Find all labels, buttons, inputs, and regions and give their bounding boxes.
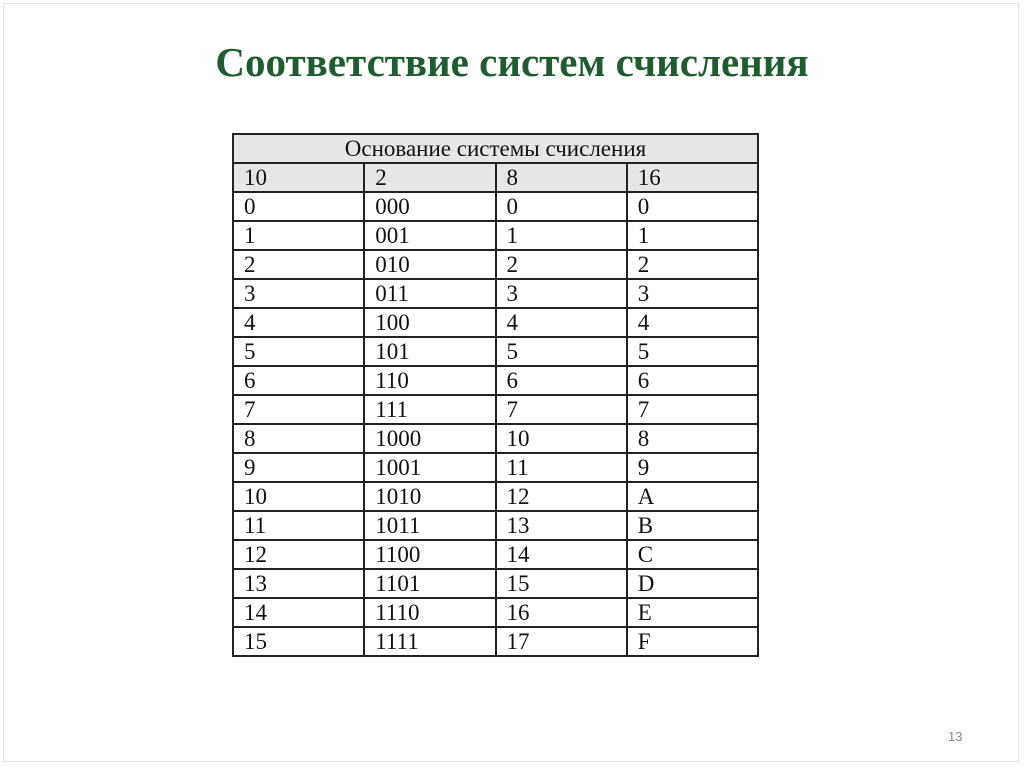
page-number: 13 (948, 729, 963, 744)
table-cell: 0 (496, 192, 627, 221)
table-cell: 5 (233, 337, 364, 366)
table-cell: 2 (496, 250, 627, 279)
table-cell: 1 (233, 221, 364, 250)
table-cell: 011 (364, 279, 495, 308)
table-cell: 1011 (364, 511, 495, 540)
header-cell: 2 (364, 163, 495, 192)
table-cell: E (627, 598, 758, 627)
table-cell: 4 (496, 308, 627, 337)
table-cell: 11 (233, 511, 364, 540)
table-row (233, 482, 758, 511)
table-cell: 7 (627, 395, 758, 424)
table-cell: 1000 (364, 424, 495, 453)
number-systems-table (232, 133, 759, 657)
slide-title: Соответствие систем счисления (215, 39, 809, 85)
table-cell: 1110 (364, 598, 495, 627)
table-cell: 4 (627, 308, 758, 337)
table-cell: 2 (627, 250, 758, 279)
table-row (233, 250, 758, 279)
table-cell: 5 (627, 337, 758, 366)
table-cell: 3 (496, 279, 627, 308)
table-row (233, 627, 758, 656)
header-cell: 8 (496, 163, 627, 192)
table-row (233, 395, 758, 424)
table-cell: 000 (364, 192, 495, 221)
table-cell: 15 (496, 569, 627, 598)
table-row (233, 337, 758, 366)
table-cell: 1001 (364, 453, 495, 482)
table-cell: 14 (496, 540, 627, 569)
table-cell: 5 (496, 337, 627, 366)
table-cell: 3 (627, 279, 758, 308)
table-caption: Основание системы счисления (233, 134, 758, 163)
table-cell: 111 (364, 395, 495, 424)
table-cell: 2 (233, 250, 364, 279)
table-cell: 17 (496, 627, 627, 656)
table-cell: 16 (496, 598, 627, 627)
table-cell: 6 (627, 366, 758, 395)
table-row (233, 569, 758, 598)
table-cell: 010 (364, 250, 495, 279)
table-cell: 13 (496, 511, 627, 540)
table-cell: F (627, 627, 758, 656)
table-cell: 8 (627, 424, 758, 453)
table-cell: 8 (233, 424, 364, 453)
table-row (233, 540, 758, 569)
table-row (233, 598, 758, 627)
table-cell: C (627, 540, 758, 569)
table-cell: 001 (364, 221, 495, 250)
table-cell: 110 (364, 366, 495, 395)
table-cell: 6 (233, 366, 364, 395)
table-row (233, 192, 758, 221)
table-cell: 15 (233, 627, 364, 656)
table-cell: 9 (627, 453, 758, 482)
table-cell: 10 (233, 482, 364, 511)
table-cell: 100 (364, 308, 495, 337)
table-row (233, 424, 758, 453)
table-cell: B (627, 511, 758, 540)
table-cell: 13 (233, 569, 364, 598)
table-cell: 3 (233, 279, 364, 308)
table-cell: 7 (496, 395, 627, 424)
caption-row (233, 134, 758, 163)
header-cell: 10 (233, 163, 364, 192)
table-cell: D (627, 569, 758, 598)
table-cell: 7 (233, 395, 364, 424)
table-cell: 14 (233, 598, 364, 627)
table-cell: 12 (496, 482, 627, 511)
table-cell: 1101 (364, 569, 495, 598)
table-cell: 1 (496, 221, 627, 250)
table-cell: 0 (233, 192, 364, 221)
table-cell: 11 (496, 453, 627, 482)
table-row (233, 308, 758, 337)
table-row (233, 279, 758, 308)
header-row (233, 163, 758, 192)
table-cell: 10 (496, 424, 627, 453)
table-row (233, 453, 758, 482)
table-cell: 4 (233, 308, 364, 337)
table-cell: 1111 (364, 627, 495, 656)
table-cell: 9 (233, 453, 364, 482)
table-cell: A (627, 482, 758, 511)
table-cell: 1100 (364, 540, 495, 569)
table-row (233, 511, 758, 540)
header-cell: 16 (627, 163, 758, 192)
table-cell: 1010 (364, 482, 495, 511)
table-cell: 1 (627, 221, 758, 250)
table-row (233, 366, 758, 395)
table-row (233, 221, 758, 250)
table-cell: 0 (627, 192, 758, 221)
table-cell: 6 (496, 366, 627, 395)
table-cell: 12 (233, 540, 364, 569)
table-cell: 101 (364, 337, 495, 366)
